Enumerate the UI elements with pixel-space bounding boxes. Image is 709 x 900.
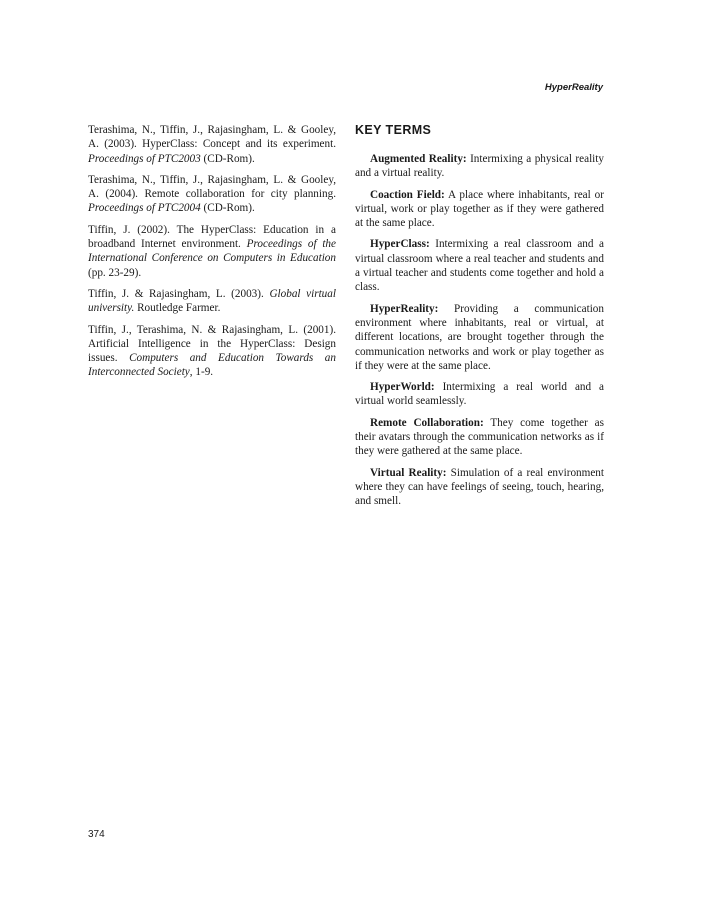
reference-text: Terashima, N., Tiffin, J., Rajasingham, L. & Gooley, A. (2004). Remote collaboration for city planning. bbox=[88, 173, 336, 201]
reference-text: Terashima, N., Tiffin, J., Rajasingham, L. & Gooley, A. (2003). HyperClass: Concept and its experiment. bbox=[88, 124, 336, 151]
key-terms-column bbox=[355, 122, 604, 516]
reference-item bbox=[88, 223, 336, 280]
reference-item bbox=[88, 173, 336, 216]
reference-source: Proceedings of the International Conference on Computers in Education bbox=[88, 238, 336, 265]
key-term bbox=[355, 188, 604, 231]
key-term bbox=[355, 466, 604, 509]
reference-source: Computers and Education Towards an Interconnected Society bbox=[88, 352, 336, 379]
term-name: Remote Collaboration: bbox=[370, 416, 484, 429]
reference-source: Proceedings of PTC2004 bbox=[88, 202, 201, 215]
term-definition: Simulation of a real environment where they can have feelings of seeing, touch, hearing, and smell. bbox=[355, 466, 604, 508]
term-name: HyperReality: bbox=[370, 302, 439, 315]
reference-item bbox=[88, 287, 336, 316]
term-name: Coaction Field: bbox=[370, 188, 445, 201]
term-definition: They come together as their avatars through the communication networks as if they were gathered at the same place. bbox=[355, 416, 604, 458]
references-column bbox=[88, 123, 336, 387]
term-definition: Providing a communication environment where inhabitants, real or virtual, at different locations, are brought together through the communication networks and work or play together as if they were at the same place. bbox=[355, 302, 604, 372]
reference-suffix: (pp. 23-29). bbox=[88, 266, 142, 279]
reference-item bbox=[88, 323, 336, 380]
term-definition: Intermixing a real classroom and a virtual classroom where a real teacher and students and a virtual teacher and students come together and hold a class. bbox=[355, 238, 604, 294]
term-name: HyperWorld: bbox=[370, 381, 435, 394]
key-term bbox=[355, 302, 604, 373]
reference-suffix: , 1-9. bbox=[189, 366, 214, 379]
reference-text: Tiffin, J. & Rajasingham, L. (2003). bbox=[88, 287, 270, 300]
term-name: HyperClass: bbox=[370, 238, 430, 251]
term-name: Virtual Reality: bbox=[370, 466, 447, 479]
reference-source: Proceedings of PTC2003 bbox=[88, 152, 201, 165]
reference-item bbox=[88, 123, 336, 166]
term-definition: Intermixing a physical reality and a virtual reality. bbox=[355, 153, 604, 180]
reference-suffix: (CD-Rom). bbox=[200, 202, 255, 215]
reference-suffix: Routledge Farmer. bbox=[134, 302, 221, 315]
term-name: Augmented Reality: bbox=[370, 153, 467, 165]
running-head: HyperReality bbox=[544, 82, 603, 93]
key-terms-heading: KEY TERMS bbox=[355, 123, 432, 137]
key-term bbox=[355, 380, 604, 409]
key-term bbox=[355, 416, 604, 459]
reference-source: Global virtual university. bbox=[88, 287, 336, 315]
term-definition: Intermixing a real world and a virtual world seamlessly. bbox=[355, 381, 604, 408]
reference-suffix: (CD-Rom). bbox=[200, 152, 255, 165]
key-term bbox=[355, 152, 604, 181]
key-term bbox=[355, 237, 604, 294]
reference-text: Tiffin, J., Terashima, N. & Rajasingham, L. (2001). Artificial Intelligence in the HyperClass: Design issues. bbox=[88, 323, 336, 365]
reference-text: Tiffin, J. (2002). The HyperClass: Education in a broadband Internet environment. bbox=[88, 223, 336, 251]
page-number: 374 bbox=[88, 829, 105, 840]
term-definition: A place where inhabitants, real or virtual, work or play together as if they were gathered at the same place. bbox=[355, 188, 604, 230]
